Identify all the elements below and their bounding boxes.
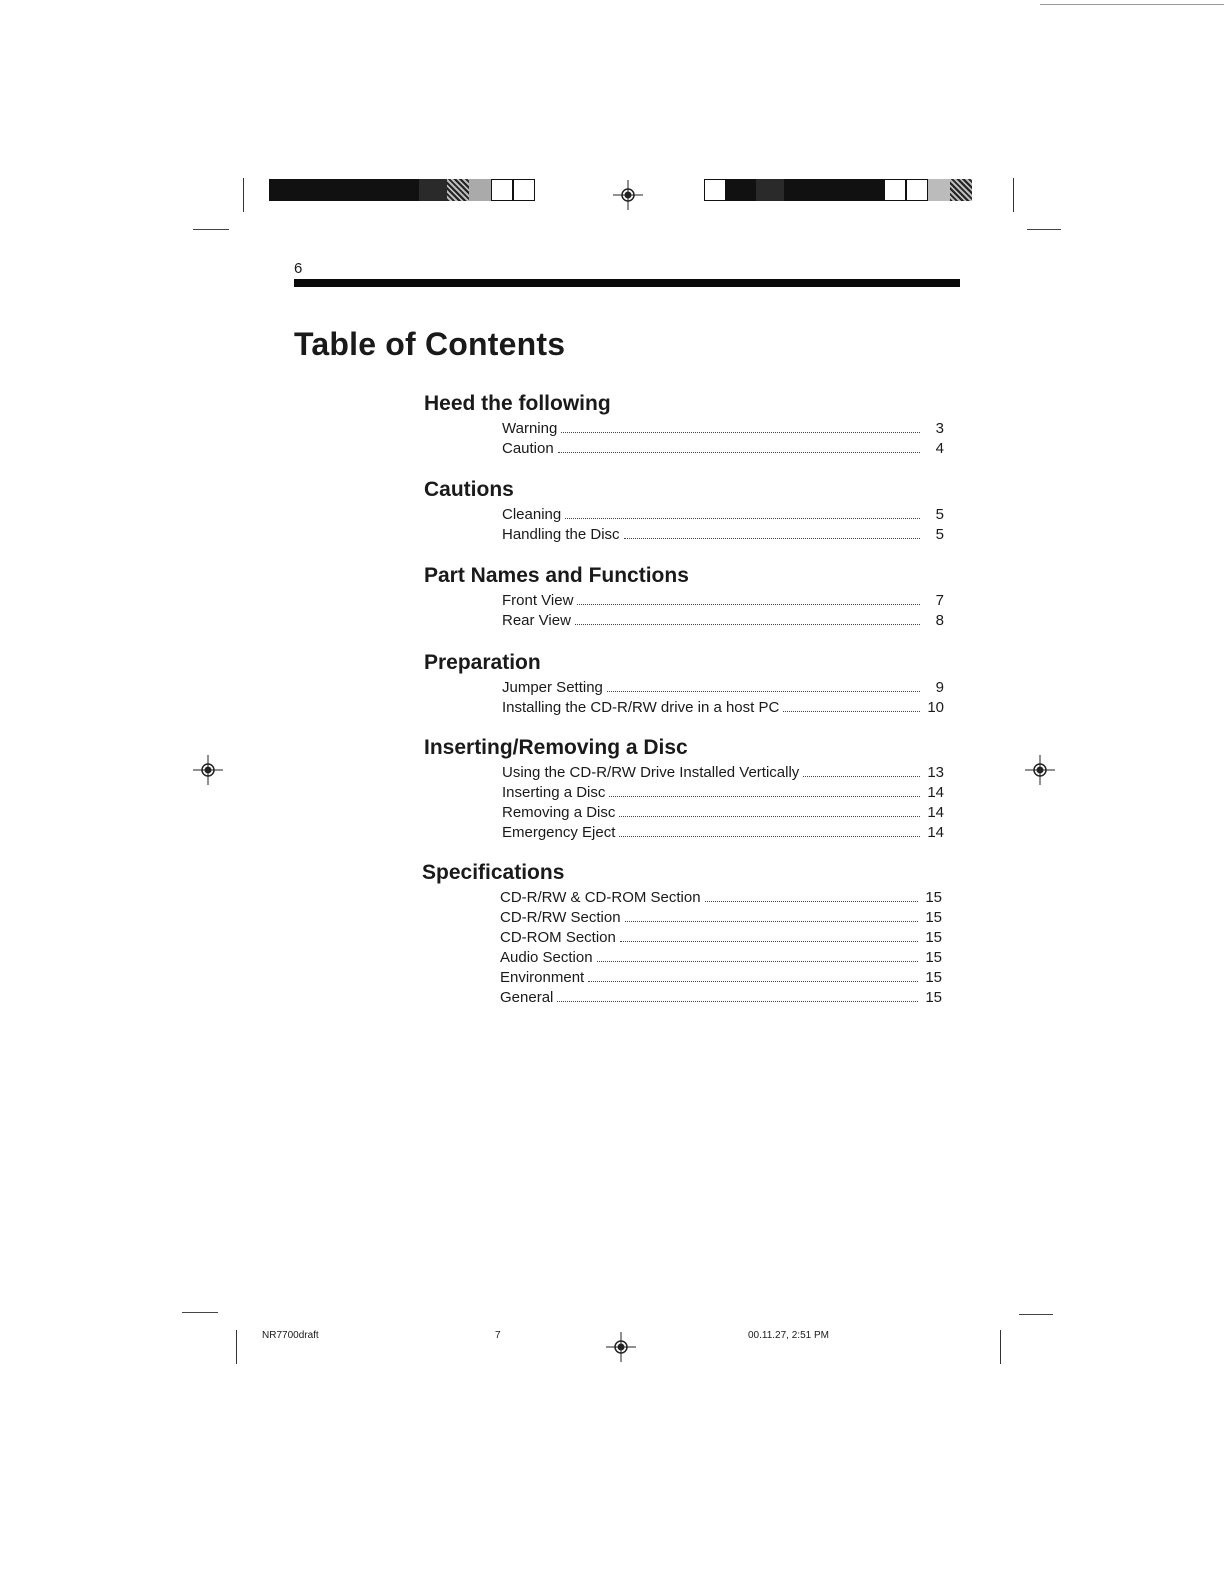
toc-entry[interactable]: Emergency Eject 14 bbox=[502, 824, 944, 841]
crosshair-target-icon bbox=[1025, 755, 1055, 785]
toc-section-heed bbox=[424, 391, 944, 459]
toc-entry[interactable]: Jumper Setting 9 bbox=[502, 679, 944, 696]
toc-section-cautions bbox=[424, 477, 944, 545]
toc-entry[interactable]: CD-ROM Section 15 bbox=[500, 929, 942, 946]
toc-entry[interactable]: CD-R/RW Section 15 bbox=[500, 909, 942, 926]
crop-mark-top-right bbox=[1013, 178, 1014, 212]
crosshair-target-icon bbox=[613, 180, 643, 210]
footer-sheet-number: 7 bbox=[495, 1330, 501, 1341]
toc-entry[interactable]: Audio Section 15 bbox=[500, 949, 942, 966]
toc-entry[interactable]: Caution 4 bbox=[502, 440, 944, 457]
crop-mark-bottom-left bbox=[236, 1330, 237, 1364]
toc-section-inserting bbox=[424, 735, 944, 843]
crop-mark-top-left bbox=[243, 178, 244, 212]
color-bar-right bbox=[704, 179, 972, 201]
crop-mark-bottom-right bbox=[1000, 1330, 1001, 1364]
toc-entry[interactable]: Cleaning 5 bbox=[502, 506, 944, 523]
toc-section-preparation bbox=[424, 650, 944, 718]
toc-entry[interactable]: Environment 15 bbox=[500, 969, 942, 986]
toc-entry[interactable]: Rear View 8 bbox=[502, 612, 944, 629]
toc-section-part-names bbox=[424, 563, 944, 631]
toc-entry[interactable]: Using the CD-R/RW Drive Installed Vertically 13 bbox=[502, 764, 944, 781]
footer-timestamp: 00.11.27, 2:51 PM bbox=[748, 1330, 829, 1341]
toc-entry[interactable]: Handling the Disc 5 bbox=[502, 526, 944, 543]
page-title: Table of Contents bbox=[294, 326, 566, 362]
crop-mark-top-right-h bbox=[1027, 229, 1061, 230]
toc-section-specifications bbox=[422, 860, 942, 1008]
header-rule bbox=[294, 279, 960, 287]
toc-entry[interactable]: CD-R/RW & CD-ROM Section 15 bbox=[500, 889, 942, 906]
section-title: Inserting/Removing a Disc bbox=[424, 736, 688, 759]
toc-entry[interactable]: Inserting a Disc 14 bbox=[502, 784, 944, 801]
section-title: Cautions bbox=[424, 478, 514, 501]
footer-file-name: NR7700draft bbox=[262, 1330, 319, 1341]
toc-entry[interactable]: Installing the CD-R/RW drive in a host PC 10 bbox=[502, 699, 944, 716]
crop-mark-bottom-left-h bbox=[182, 1312, 218, 1313]
crosshair-target-icon bbox=[193, 755, 223, 785]
section-title: Preparation bbox=[424, 651, 541, 674]
section-title: Heed the following bbox=[424, 392, 611, 415]
toc-entry[interactable]: Removing a Disc 14 bbox=[502, 804, 944, 821]
section-title: Specifications bbox=[422, 861, 565, 884]
toc-entry[interactable]: General 15 bbox=[500, 989, 942, 1006]
crop-mark-bottom-right-h bbox=[1019, 1314, 1053, 1315]
section-title: Part Names and Functions bbox=[424, 564, 689, 587]
page-number: 6 bbox=[294, 260, 303, 277]
color-bar-left bbox=[269, 179, 535, 201]
crop-mark-top-left-h bbox=[193, 229, 229, 230]
crop-mark-top-edge bbox=[1040, 4, 1224, 5]
toc-entry[interactable]: Front View 7 bbox=[502, 592, 944, 609]
toc-entry[interactable]: Warning 3 bbox=[502, 420, 944, 437]
crosshair-target-icon bbox=[606, 1332, 636, 1362]
